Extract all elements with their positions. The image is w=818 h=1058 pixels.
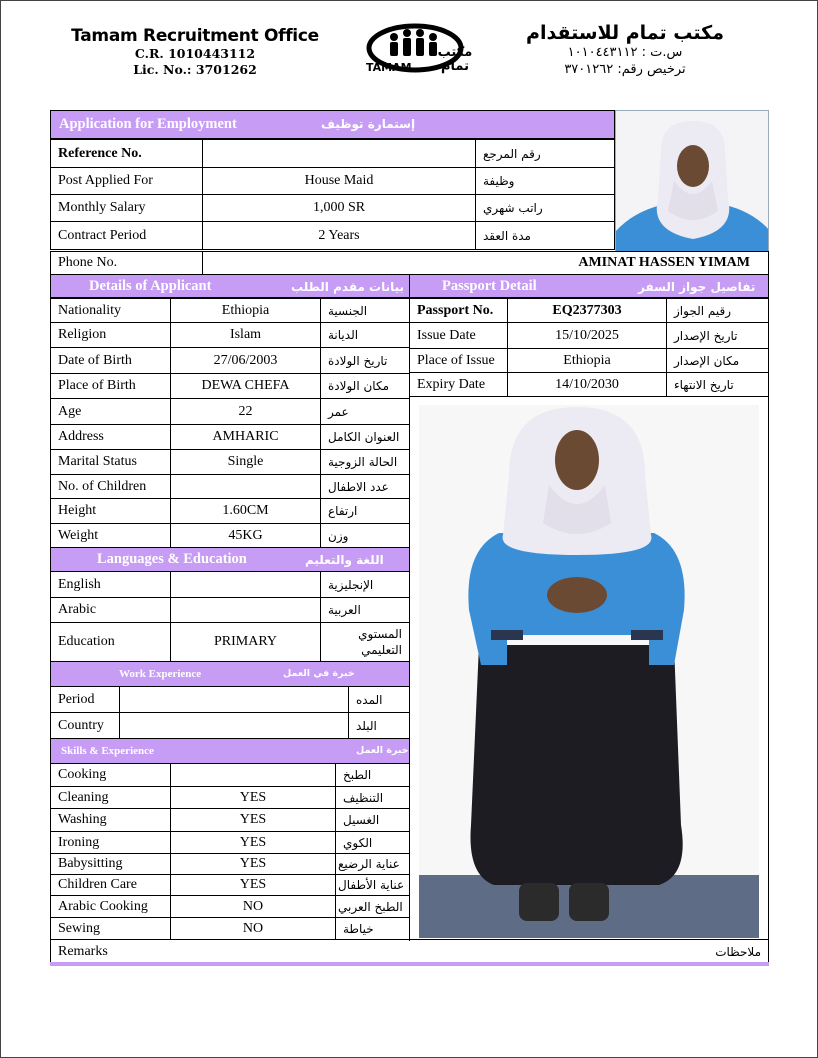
weight-label-ar: وزن — [320, 523, 410, 548]
pob-value: DEWA CHEFA — [170, 373, 321, 399]
skill-ironing-value: YES — [170, 831, 336, 854]
dob-label-ar: تاريخ الولادة — [320, 347, 410, 374]
education-label-ar: المستوي التعليمي — [358, 627, 402, 657]
skill-ironing-label: Ironing — [50, 831, 171, 854]
period-label-ar: المده — [348, 686, 410, 713]
place-issue-label: Place of Issue — [409, 348, 508, 373]
skill-childcare-label: Children Care — [50, 874, 171, 896]
tamam-logo — [360, 18, 485, 80]
skill-ironing-label-ar: الكوي — [335, 831, 410, 854]
photo-left-border — [409, 396, 410, 941]
age-label-ar: عمر — [320, 398, 410, 425]
salary-label: Monthly Salary — [50, 194, 203, 222]
company-header-arabic — [500, 22, 750, 78]
marital-label: Marital Status — [50, 449, 171, 475]
application-title-ar: إستمارة توظيف — [321, 117, 416, 131]
post-value: House Maid — [202, 167, 476, 195]
remarks-row — [50, 939, 769, 963]
skill-cooking-label: Cooking — [50, 763, 171, 787]
passport-no-label: Passport No. — [409, 298, 508, 323]
company-name-en: Tamam Recruitment Office — [71, 26, 319, 46]
passport-title-ar: تفاصيل جواز السفر — [638, 280, 756, 294]
issue-date-value: 15/10/2025 — [507, 322, 667, 349]
cr-number-ar: س.ت : ١٠١٠٤٤٣١١٢ — [567, 45, 683, 60]
contract-value: 2 Years — [202, 221, 476, 250]
phone-value — [202, 251, 409, 275]
skill-washing-label-ar: الغسيل — [335, 808, 410, 832]
work-title-en: Work Experience — [119, 668, 202, 680]
skill-childcare-label-ar: عناية الأطفال — [335, 874, 410, 896]
pob-label: Place of Birth — [50, 373, 171, 399]
expiry-date-label-ar: تاريخ الانتهاء — [666, 372, 769, 397]
period-value — [119, 686, 349, 713]
post-label: Post Applied For — [50, 167, 203, 195]
address-label: Address — [50, 424, 171, 450]
company-name-ar: مكتب تمام للاستقدام — [526, 22, 724, 44]
passport-no-label-ar: رقيم الجواز — [666, 298, 769, 323]
height-label-ar: ارتفاع — [320, 498, 410, 524]
country-label-ar: البلد — [348, 712, 410, 739]
period-label: Period — [50, 686, 120, 713]
languages-header — [50, 547, 410, 572]
issue-date-label-ar: تاريخ الإصدار — [666, 322, 769, 349]
english-label-ar: الإنجليزية — [320, 571, 410, 598]
remarks-label-ar: ملاحظات — [715, 944, 761, 959]
arabic-label: Arabic — [50, 597, 171, 623]
applicant-header — [50, 274, 410, 298]
application-header — [50, 110, 615, 139]
skill-cooking-value — [170, 763, 336, 787]
skill-cleaning-value: YES — [170, 786, 336, 809]
nationality-label: Nationality — [50, 298, 171, 323]
passport-no-value: EQ2377303 — [507, 298, 667, 323]
skill-babysitting-value: YES — [170, 853, 336, 875]
skill-babysitting-label-ar: عناية الرضيع — [335, 853, 410, 875]
age-value: 22 — [170, 398, 321, 425]
religion-label-ar: الديانة — [320, 322, 410, 348]
logo-text-en: TAMAM — [366, 61, 412, 74]
dob-label: Date of Birth — [50, 347, 171, 374]
remarks-label: Remarks — [58, 943, 108, 959]
expiry-date-label: Expiry Date — [409, 372, 508, 397]
place-issue-value: Ethiopia — [507, 348, 667, 373]
education-label-ar-cell — [320, 622, 410, 662]
license-number-en: Lic. No.: 3701262 — [133, 62, 257, 77]
license-number-ar: ترخيص رقم: ٣٧٠١٢٦٢ — [564, 62, 686, 77]
weight-label: Weight — [50, 523, 171, 548]
english-value — [170, 571, 321, 598]
weight-value: 45KG — [170, 523, 321, 548]
skill-cooking-label-ar: الطبخ — [335, 763, 410, 787]
skill-washing-label: Washing — [50, 808, 171, 832]
children-label: No. of Children — [50, 474, 171, 499]
salary-value: 1,000 SR — [202, 194, 476, 222]
arabic-label-ar: العربية — [320, 597, 410, 623]
post-label-ar: وظيفة — [475, 167, 615, 195]
skill-babysitting-label: Babysitting — [50, 853, 171, 875]
applicant-title-en: Details of Applicant — [89, 278, 212, 294]
skills-title-ar: خبرة العمل — [356, 745, 409, 756]
address-label-ar: العنوان الكامل — [320, 424, 410, 450]
work-header — [50, 661, 410, 687]
applicant-title-ar: بيانات مقدم الطلب — [291, 280, 405, 294]
reference-value — [202, 139, 476, 168]
religion-label: Religion — [50, 322, 171, 348]
religion-value: Islam — [170, 322, 321, 348]
children-label-ar: عدد الاطفال — [320, 474, 410, 499]
education-label: Education — [50, 622, 171, 662]
place-issue-label-ar: مكان الإصدار — [666, 348, 769, 373]
portrait-photo — [615, 110, 769, 252]
address-value: AMHARIC — [170, 424, 321, 450]
application-title-en: Application for Employment — [59, 116, 237, 132]
remarks-bottom-bar — [50, 962, 769, 966]
dob-value: 27/06/2003 — [170, 347, 321, 374]
applicant-full-name: AMINAT HASSEN YIMAM — [408, 251, 769, 275]
salary-label-ar: راتب شهري — [475, 194, 615, 222]
skill-arabic-cooking-value: NO — [170, 895, 336, 918]
languages-title-ar: اللغة والتعليم — [305, 553, 384, 567]
full-body-photo — [419, 405, 759, 938]
nationality-label-ar: الجنسية — [320, 298, 410, 323]
skill-sewing-value: NO — [170, 917, 336, 940]
pob-label-ar: مكان الولادة — [320, 373, 410, 399]
skill-arabic-cooking-label: Arabic Cooking — [50, 895, 171, 918]
skills-title-en: Skills & Experience — [61, 745, 154, 757]
country-value — [119, 712, 349, 739]
work-title-ar: خبرة في العمل — [283, 668, 355, 679]
skills-header — [50, 738, 410, 764]
education-value: PRIMARY — [170, 622, 321, 662]
skill-sewing-label-ar: خياطة — [335, 917, 410, 940]
marital-value: Single — [170, 449, 321, 475]
passport-title-en: Passport Detail — [442, 278, 537, 294]
company-header-english — [60, 26, 330, 78]
photo-right-border — [768, 396, 769, 941]
passport-header — [409, 274, 769, 298]
reference-label-ar: رقم المرجع — [475, 139, 615, 168]
skill-cleaning-label: Cleaning — [50, 786, 171, 809]
height-value: 1.60CM — [170, 498, 321, 524]
skill-childcare-value: YES — [170, 874, 336, 896]
contract-label-ar: مدة العقد — [475, 221, 615, 250]
issue-date-label: Issue Date — [409, 322, 508, 349]
skill-washing-value: YES — [170, 808, 336, 832]
expiry-date-value: 14/10/2030 — [507, 372, 667, 397]
skill-cleaning-label-ar: التنظيف — [335, 786, 410, 809]
country-label: Country — [50, 712, 120, 739]
reference-label: Reference No. — [50, 139, 203, 168]
phone-label: Phone No. — [50, 251, 203, 275]
languages-title-en: Languages & Education — [97, 551, 247, 567]
nationality-value: Ethiopia — [170, 298, 321, 323]
height-label: Height — [50, 498, 171, 524]
skill-arabic-cooking-label-ar: الطبخ العربي — [335, 895, 410, 918]
age-label: Age — [50, 398, 171, 425]
cr-number-en: C.R. 1010443112 — [134, 46, 256, 61]
marital-label-ar: الحالة الزوجية — [320, 449, 410, 475]
children-value — [170, 474, 321, 499]
arabic-value — [170, 597, 321, 623]
logo-text-ar: مكتب تمام — [437, 45, 473, 74]
contract-label: Contract Period — [50, 221, 203, 250]
english-label: English — [50, 571, 171, 598]
skill-sewing-label: Sewing — [50, 917, 171, 940]
